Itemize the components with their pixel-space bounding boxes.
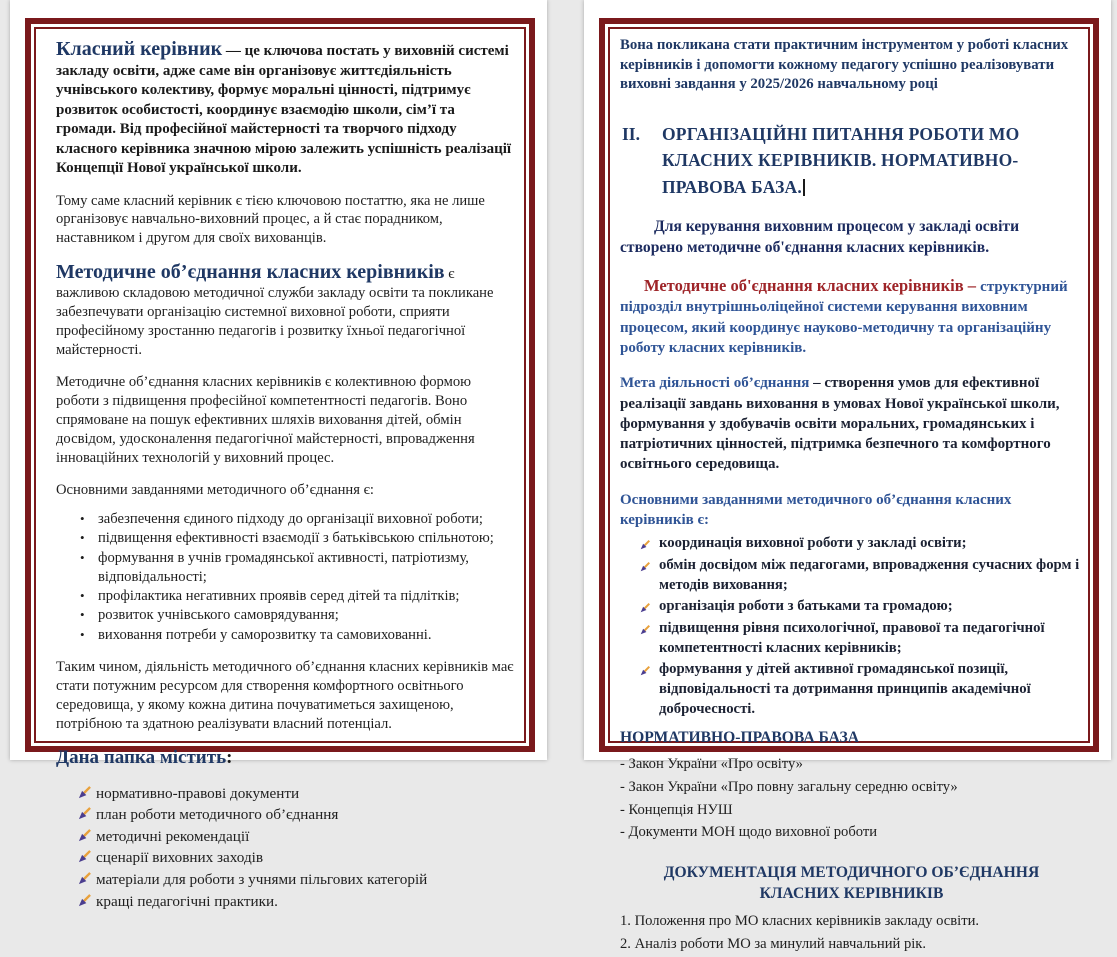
list-item-text: кращі педагогічні практики. [96, 892, 278, 910]
paragraph: Методичне об’єднання класних керівників є колективною формою роботи з підвищення професійної компетентності педагогів. Воно спрямоване на пошук ефективних шляхів виховання дітей, обмін досвідом, удосконалення педагогічної майстерності, впровадження інноваційних технологій у виховний процес. [56, 374, 475, 467]
list-item-text: обмін досвідом між педагогами, впровадження сучасних форм і методів виховання; [659, 556, 1080, 593]
list-item-text: матеріали для роботи з учнями пільгових категорій [96, 871, 428, 889]
list-item [78, 804, 517, 826]
list-item [640, 534, 1083, 554]
bullet-dot-icon: • [80, 530, 85, 546]
tasks-intro: Основними завданнями методичного об’єднання класних керівників є: [620, 491, 1012, 528]
paragraph-metodychne-obiednannia [56, 261, 517, 360]
legal-item: - Закон України «Про освіту» [620, 756, 803, 773]
intro-paragraph: Вона покликана стати практичним інструментом у роботі класних керівників і допомогти кожному педагогу успішно реалізовувати виховні завдання у 2025/2026 навчальному році [620, 37, 1069, 93]
arrow-bullet-icon [78, 784, 96, 806]
list-item [640, 556, 1083, 595]
page-1-content [56, 38, 517, 910]
list-item [56, 549, 517, 588]
list-item [56, 510, 517, 529]
list-item [56, 587, 517, 606]
list-item-text: забезпечення єдиного підходу до організації виховної роботи; [98, 511, 483, 528]
list-item [640, 597, 1083, 617]
arrow-bullet-icon [78, 805, 96, 827]
tasks-list [56, 510, 517, 645]
bullet-dot-icon: • [80, 607, 85, 623]
arrow-bullet-icon [640, 622, 659, 661]
arrow-bullet-icon [640, 663, 659, 722]
arrow-bullet-icon [78, 870, 96, 892]
legal-item: - Документи МОН щодо виховної роботи [620, 824, 878, 841]
bullet-dot-icon: • [80, 588, 85, 604]
paragraph: Тому саме класний керівник є тією ключовою постаттю, яка не лише організовує навчально-виховний процес, а й стає порадником, наставником і другом для своїх вихованців. [56, 192, 485, 247]
paragraph-klasnyi-kerivnyk [56, 38, 517, 179]
list-item-text: розвиток учнівського самоврядування; [98, 607, 339, 624]
arrow-bullet-icon [640, 559, 659, 598]
list-item-text: формування у дітей активної громадянської позиції, відповідальності та дотримання принципів академічної доброчесності. [659, 661, 1031, 717]
bullet-dot-icon: • [80, 626, 85, 642]
list-item [56, 626, 517, 645]
text-cursor [803, 179, 805, 196]
meta-lead: Мета діяльності об’єднання [620, 375, 814, 392]
definition-lead: Методичне об'єднання класних керівників – [644, 275, 981, 295]
arrow-bullet-icon [78, 827, 96, 849]
section-title [662, 121, 1083, 200]
lead-paragraph: Для керування виховним процесом у закладі освіти створено методичне об'єднання класних керівників. [620, 217, 1020, 257]
page-1[interactable] [10, 0, 547, 910]
legal-item: - Концепція НУШ [620, 801, 733, 818]
paragraph: Таким чином, діяльність методичного об’єднання класних керівників має стати потужним ресурсом для створення комфортного освітнього середовища, у якому кожна дитина почуватиметься захищеною, потрібною та здатною реалізувати власний потенціал. [56, 658, 514, 732]
folder-list [78, 783, 517, 912]
list-item-text: координація виховної роботи у закладі освіти; [659, 535, 967, 552]
list-item [78, 826, 517, 848]
list-item-text: підвищення рівня психологічної, правової та педагогічної компетентності класних керівників; [659, 619, 1045, 656]
folder-heading [56, 747, 517, 769]
paragraph-text: є важливою складовою методичної служби закладу освіти та покликане забезпечувати організацію системної виховної роботи, сприяти професійному зростанню педагогів і розвитку їхньої педагогічної майстерності. [56, 266, 494, 359]
arrow-bullet-icon [640, 537, 659, 557]
folder-heading-text: Дана папка містить [56, 746, 227, 768]
list-item [640, 660, 1083, 719]
meta-paragraph [620, 373, 1083, 474]
section-title-text: ОРГАНІЗАЦІЙНІ ПИТАННЯ РОБОТИ МО КЛАСНИХ КЕРІВНИКІВ. НОРМАТИВНО-ПРАВОВА БАЗА. [662, 124, 1020, 197]
list-item [78, 869, 517, 891]
legal-base-heading: НОРМАТИВНО-ПРАВОВА БАЗА [620, 729, 859, 747]
list-item-text: профілактика негативних проявів серед дітей та підлітків; [98, 588, 460, 605]
list-item [56, 529, 517, 548]
list-item [56, 606, 517, 625]
lead-in-metodychne-obiednannia: Методичне об’єднання класних керівників [56, 261, 445, 284]
list-item [78, 891, 517, 913]
arrow-bullet-icon [78, 848, 96, 870]
definition-text: структурний підрозділ внутрішньоліцейної системи керування виховним процесом, який координує науково-методичну та організаційну роботу класних керівників. [620, 278, 1068, 357]
list-item-text: формування в учнів громадянської активності, патріотизму, відповідальності; [98, 549, 469, 585]
bullet-dot-icon: • [80, 511, 85, 527]
documentation-item: 1. Положення про МО класних керівників закладу освіти. [620, 912, 980, 929]
list-item [78, 847, 517, 869]
list-item-text: підвищення ефективності взаємодії з батьківською спільнотою; [98, 530, 494, 547]
section-number: ІІ. [622, 124, 640, 145]
bullet-dot-icon: • [80, 549, 85, 565]
documentation-item: 2. Аналіз роботи МО за минулий навчальний рік. [620, 936, 927, 953]
list-item-text: методичні рекомендації [96, 827, 250, 845]
list-item-text: нормативно-правові документи [96, 784, 300, 802]
paragraph-text: — це ключова постать у виховній системі закладу освіти, адже саме він організовує життєдіяльність учнівського колективу, формує моральні цінності, підтримує розвиток особистості, координує взаємодію школи, сім’ї та громади. Від професійної майстерності та творчого підходу класного керівника значною мірою залежить успішність реалізації Концепції Нової української школи. [56, 43, 512, 176]
page-2[interactable] [584, 0, 1111, 953]
section-heading [622, 121, 1083, 200]
arrow-bullet-icon [640, 600, 659, 620]
list-item-text: організація роботи з батьками та громадою; [659, 598, 953, 615]
folder-heading-colon: : [226, 746, 233, 768]
arrow-bullet-icon [78, 892, 96, 914]
lead-in-klasnyi-kerivnyk: Класний керівник [56, 38, 223, 60]
legal-item: - Закон України «Про повну загальну середню освіту» [620, 778, 958, 795]
tasks-list [640, 534, 1083, 719]
list-item-text: виховання потреби у саморозвитку та самовихованні. [98, 626, 432, 643]
definition-paragraph [620, 275, 1083, 359]
page-2-content [620, 36, 1083, 953]
list-item-text: сценарії виховних заходів [96, 849, 264, 867]
list-item-text: план роботи методичного об’єднання [96, 806, 339, 824]
list-item [640, 619, 1083, 658]
documentation-heading: ДОКУМЕНТАЦІЯ МЕТОДИЧНОГО ОБ’ЄДНАННЯ КЛАСНИХ КЕРІВНИКІВ [663, 863, 1040, 902]
tasks-intro: Основними завданнями методичного об’єднання є: [56, 482, 374, 499]
list-item [78, 783, 517, 805]
meta-text: – створення умов для ефективної реалізації завдань виховання в умовах Нової української школи, формування у здобувачів освіти моральних, громадянських і патріотичних цінностей, підтримка безпечного та комфортного освітнього середовища. [620, 375, 1060, 473]
